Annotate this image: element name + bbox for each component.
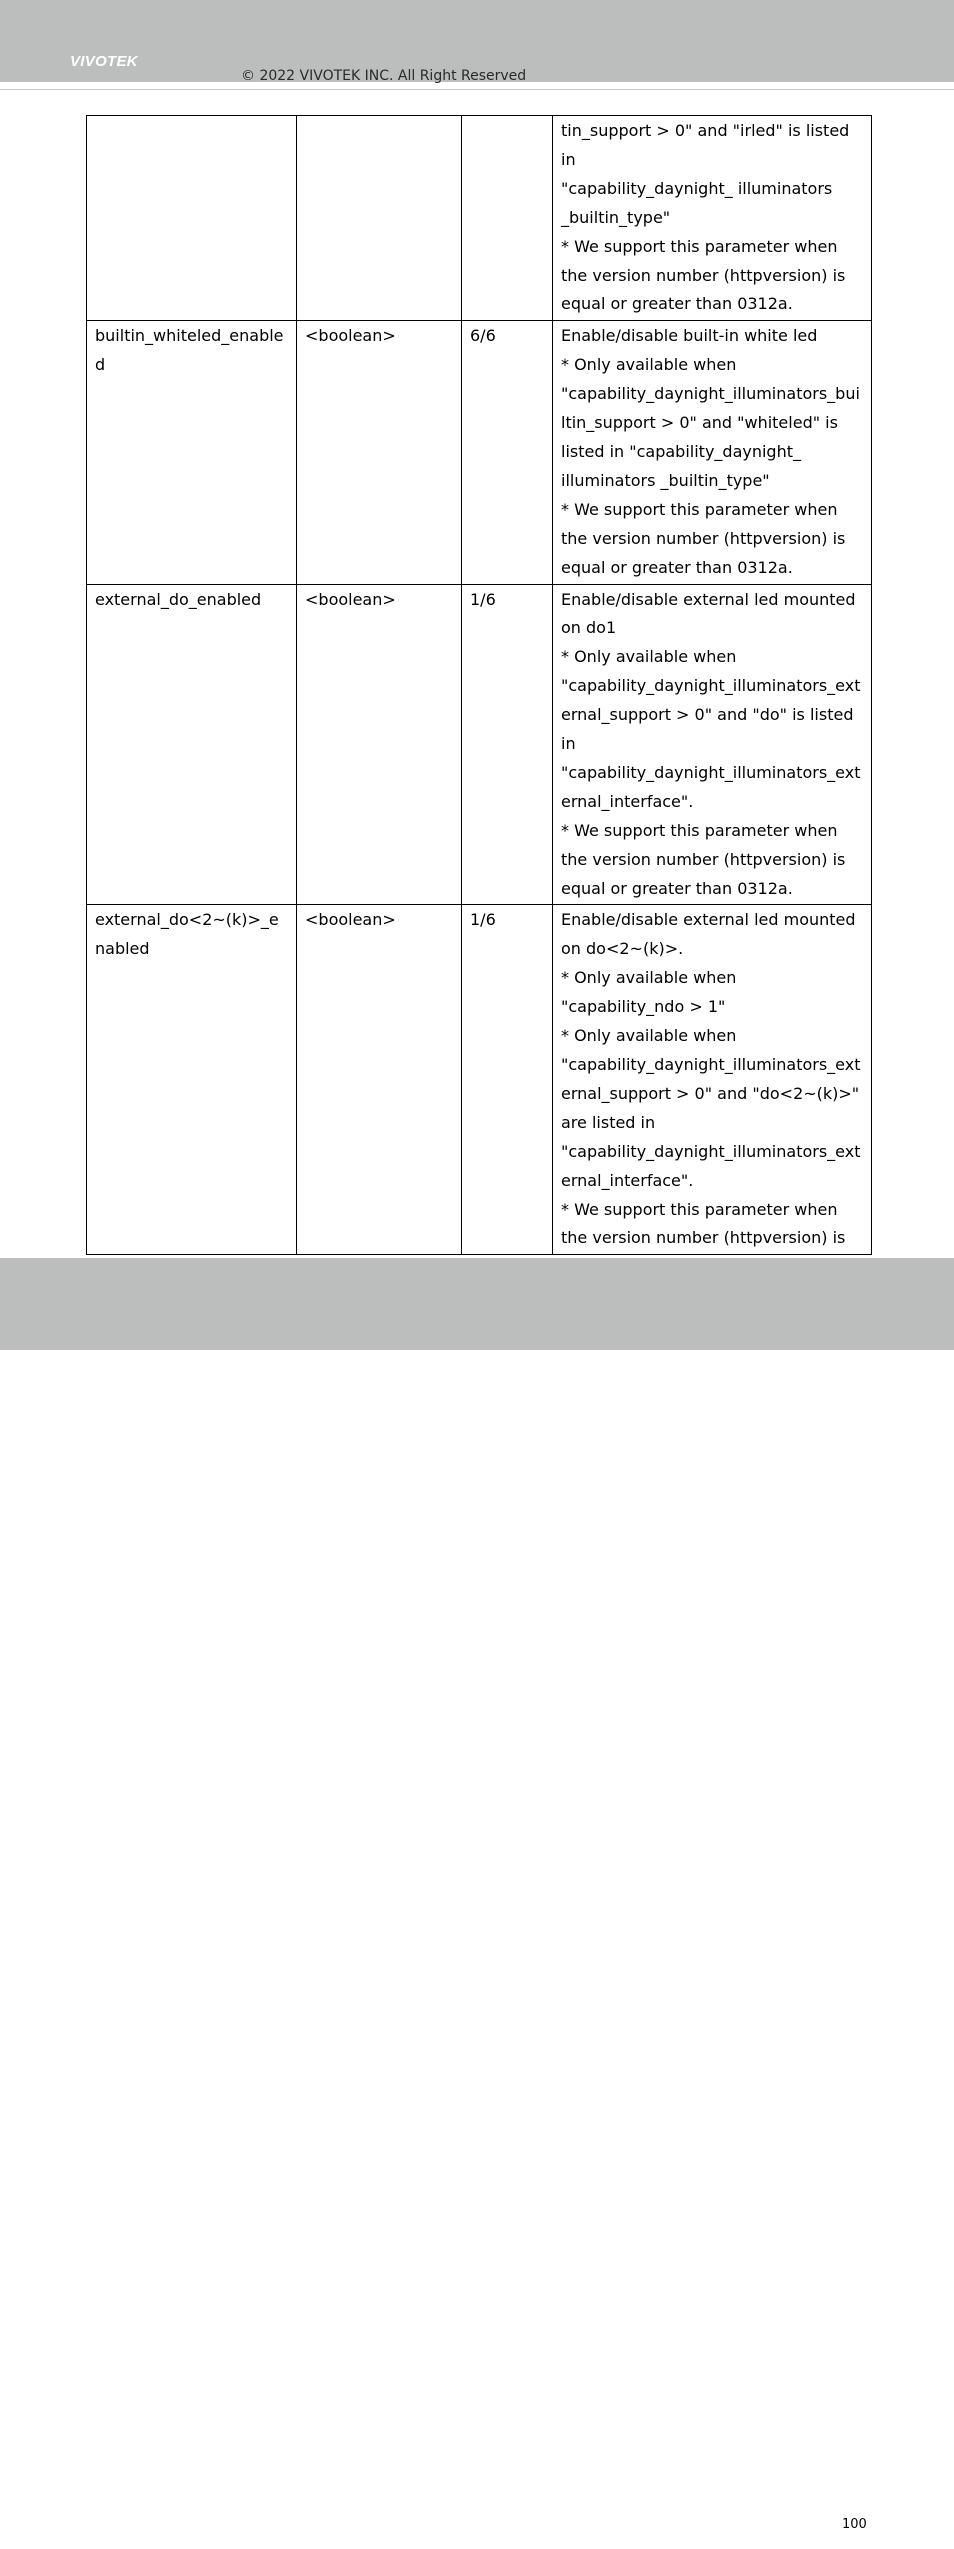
page-footer [0,1258,954,2549]
page-number: 100 [842,2517,867,2532]
description-line: * Only available when [561,647,737,667]
description-line: * We support this parameter when [561,236,838,256]
param-security-cell: 1/6 [462,584,553,905]
description-line: Enable/disable external led mounted [561,910,856,930]
description-line: "capability_daynight_illuminators_external_support > 0" and "do<2~(k)>" [561,1055,861,1103]
description-line: "capability_daynight_ illuminators [561,178,833,198]
description-line: the version number (httpversion) is [561,1228,846,1248]
table-row [87,584,872,905]
description-line: * Only available when "capability_ndo > 1" [561,968,737,1017]
description-line: Enable/disable external led mounted [561,589,856,609]
description-line: "capability_daynight_illuminators_external_interface". [561,762,861,811]
description-line: * We support this parameter when [561,1199,838,1219]
description-line: * We support this parameter when [561,499,838,519]
param-name-cell: external_do<2~(k)>_enabled [87,905,297,1255]
param-security-cell: 1/6 [462,905,553,1255]
description-line: * Only available when [561,355,737,375]
table-row [87,905,872,1255]
description-line: the version number (httpversion) is [561,528,846,548]
description-line: "capability_daynight_illuminators_builtin_support > 0" and "whiteled" is [561,384,860,433]
description-line: * We support this parameter when [561,820,838,840]
description-line: illuminators _builtin_type" [561,470,770,490]
description-line: listed in "capability_daynight_ [561,441,801,461]
description-line: the version number (httpversion) is [561,265,846,285]
parameter-table-body [87,116,872,1255]
param-security-cell: 6/6 [462,321,553,584]
description-line: are listed in [561,1112,656,1132]
description-line: on do1 [561,618,617,638]
description-line: "capability_daynight_illuminators_external_support > 0" and "do" is listed [561,676,861,725]
table-row [87,116,872,321]
description-line: tin_support > 0" and "irled" is listed in [561,121,850,169]
description-line: in [561,734,576,754]
description-line: Enable/disable built-in white led [561,326,818,346]
param-description-cell [553,116,872,321]
description-line: equal or greater than 0312a. [561,557,793,577]
description-line: * Only available when [561,1026,737,1046]
param-security-cell [462,116,553,321]
param-value-cell: <boolean> [297,905,462,1255]
header-divider [0,89,954,90]
table-row [87,321,872,584]
manual-label: 250 - User's Manual [69,2533,194,2549]
param-description-cell [553,905,872,1255]
copyright-notice: © 2022 VIVOTEK INC. All Right Reserved [241,68,527,84]
description-line: equal or greater than 0312a. [561,878,793,898]
brand-logo-text: VIVOTEK [70,53,138,70]
param-name-cell: builtin_whiteled_enabled [87,321,297,584]
param-value-cell: <boolean> [297,584,462,905]
description-line: _builtin_type" [561,207,671,227]
param-description-cell [553,584,872,905]
param-value-cell: <boolean> [297,321,462,584]
param-value-cell [297,116,462,321]
param-description-cell [553,321,872,584]
param-name-cell: external_do_enabled [87,584,297,905]
page-header [0,0,954,82]
parameter-table [86,115,872,1255]
description-line: the version number (httpversion) is [561,849,846,869]
description-line: equal or greater than 0312a. [561,294,793,314]
description-line: "capability_daynight_illuminators_external_interface". [561,1141,861,1190]
param-name-cell [87,116,297,321]
description-line: on do<2~(k)>. [561,939,684,959]
